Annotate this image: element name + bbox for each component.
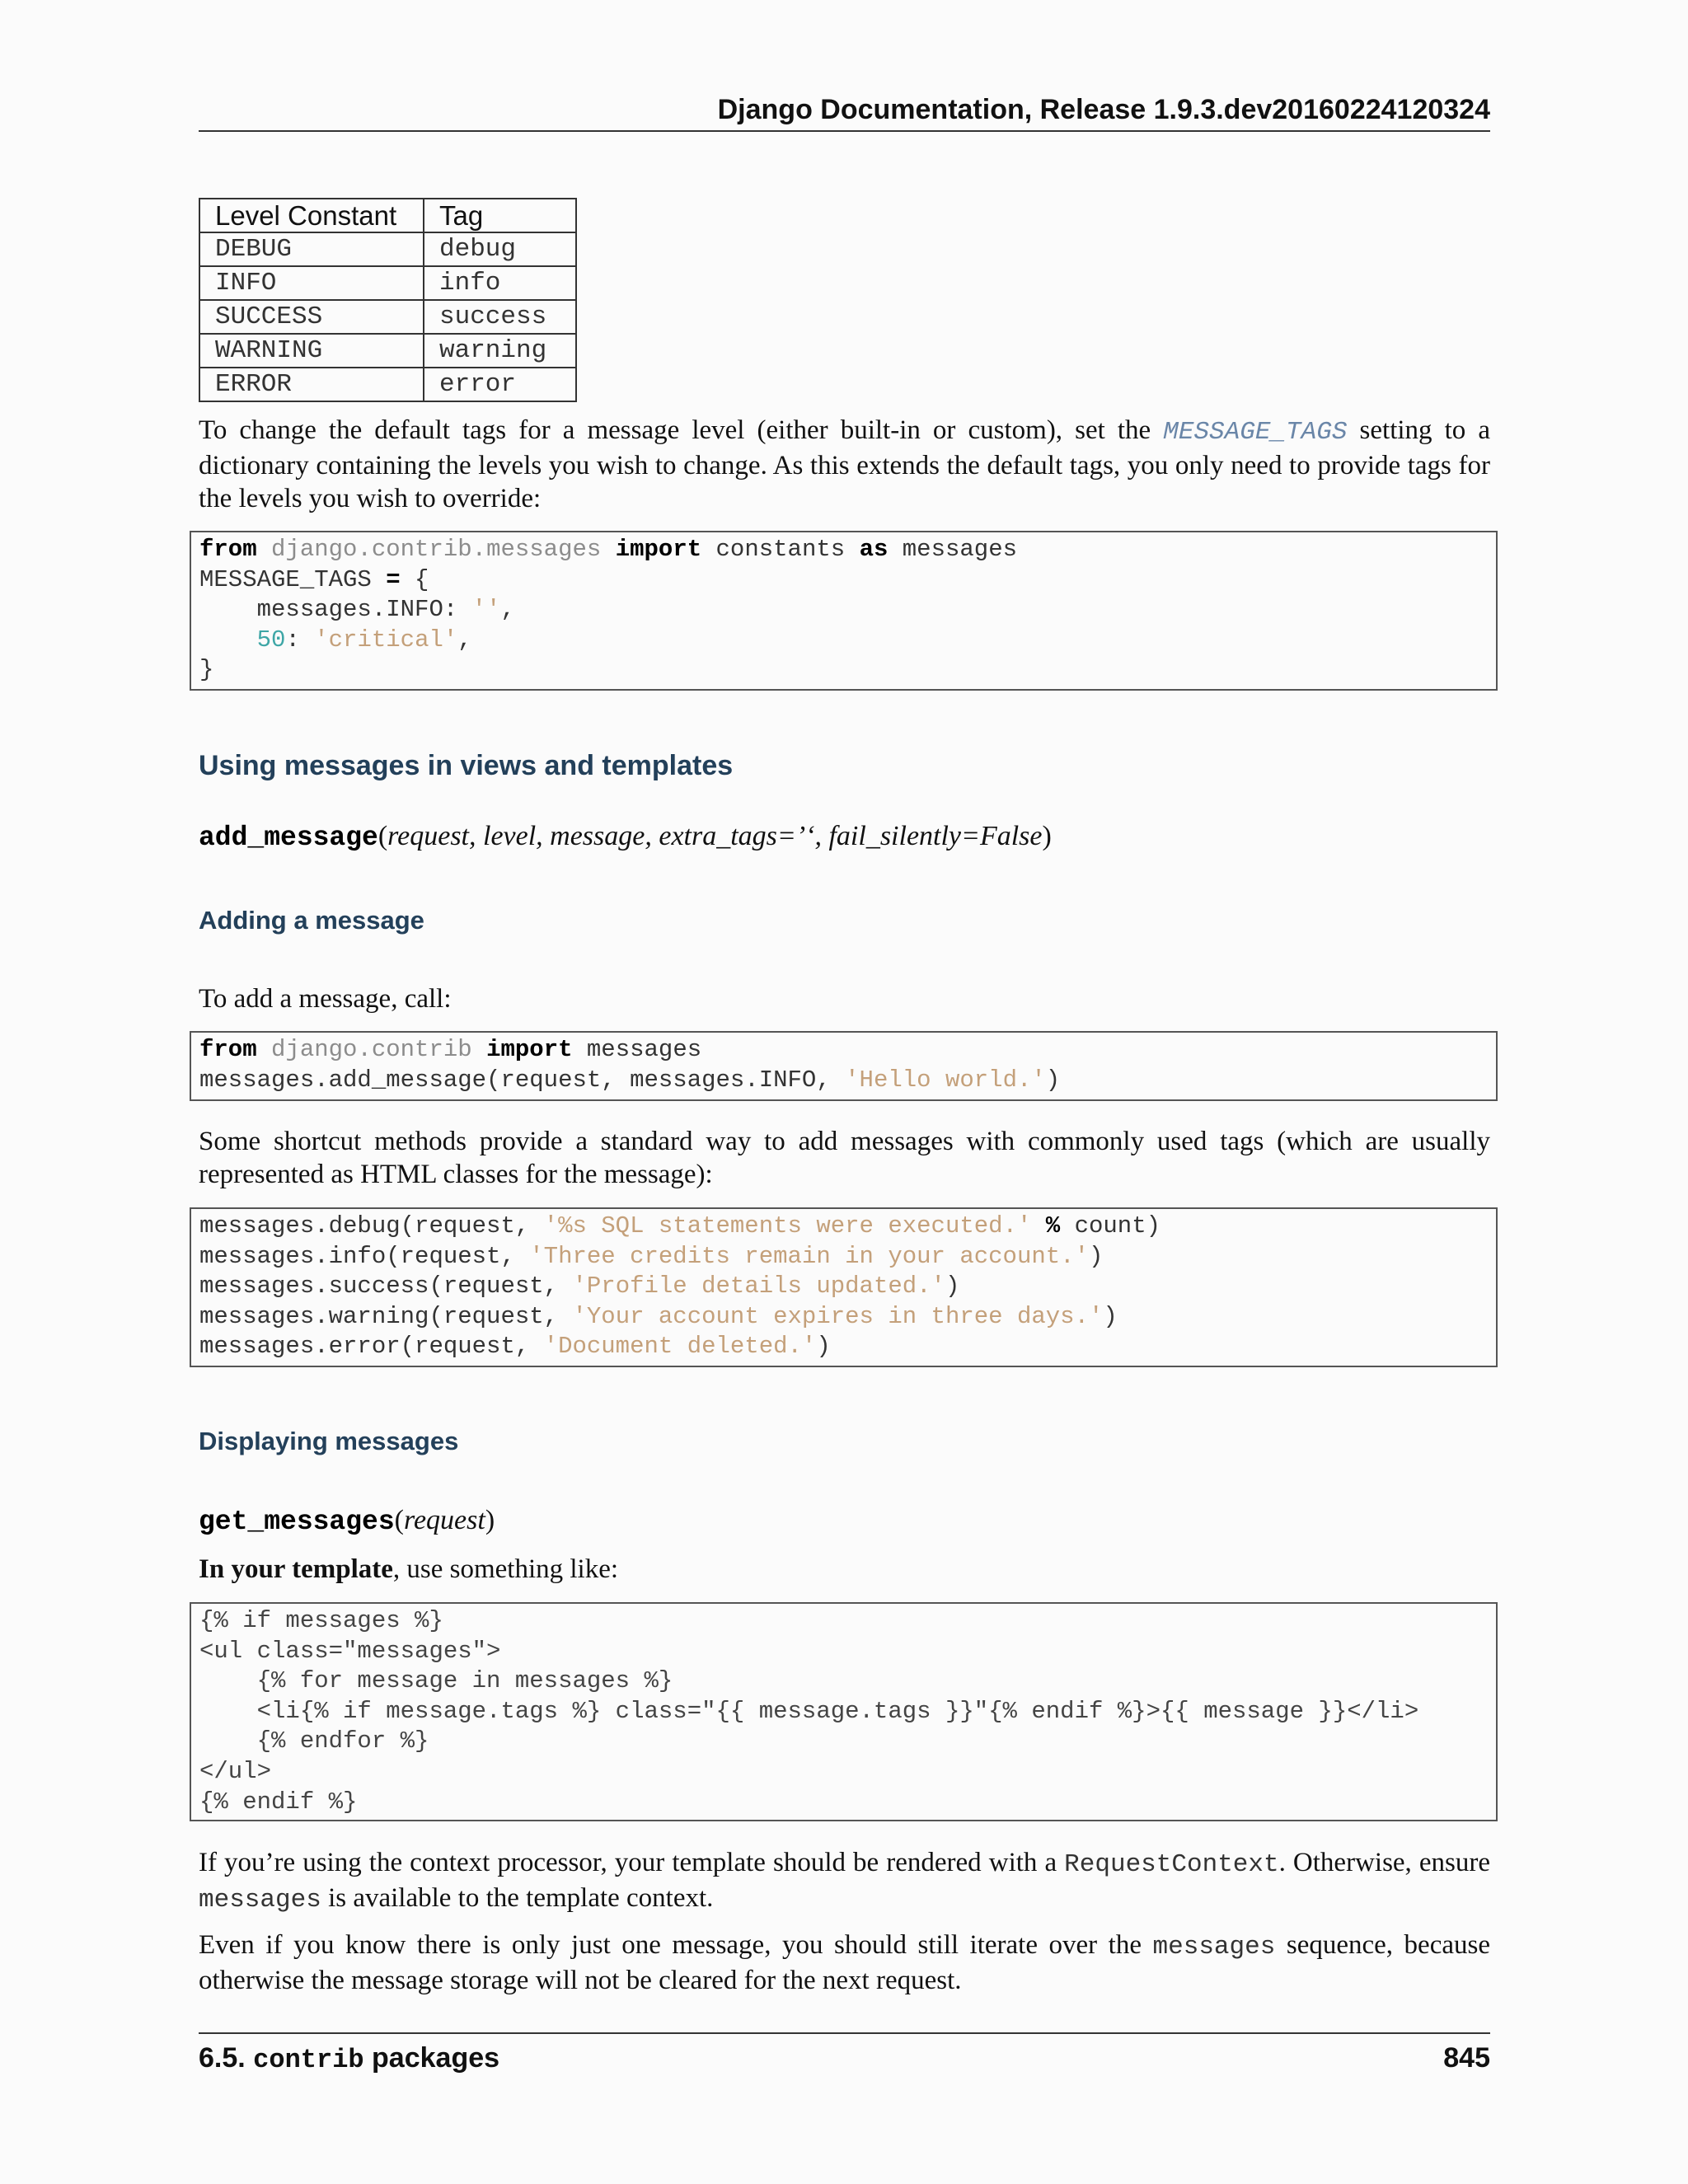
- code-block-shortcuts: [190, 1207, 1498, 1367]
- paragraph-in-template: In your template, use something like:: [199, 1554, 619, 1584]
- level-tag-table: [199, 198, 577, 402]
- code-line: }: [199, 656, 214, 684]
- table-row: [199, 300, 576, 334]
- table-row: [199, 266, 576, 300]
- code-block-message-tags: [190, 531, 1498, 691]
- section-heading-adding-message: Adding a message: [199, 906, 424, 935]
- paragraph-shortcut-methods: Some shortcut methods provide a standard way to add messages with commonly used tags (which are usually represented as HTML classes for the message):: [199, 1127, 1490, 1189]
- table-header-row: [199, 199, 576, 232]
- section-heading-using-messages: Using messages in views and templates: [199, 750, 734, 781]
- inline-code: RequestContext: [1064, 1850, 1279, 1879]
- page-footer: [199, 2032, 1490, 2078]
- table-cell: WARNING: [199, 334, 424, 368]
- code-line: <ul class="messages">: [199, 1637, 501, 1665]
- code-block-add-message: [190, 1031, 1498, 1101]
- paragraph-message-tags: [199, 414, 1490, 515]
- code-line: {% endfor %}: [199, 1727, 429, 1755]
- function-signature-add-message: add_message(request, level, message, extra_tags=’‘, fail_silently=False): [199, 821, 1052, 853]
- code-line: messages.error(request, 'Document deleted.'): [199, 1333, 831, 1361]
- table-header-cell: Level Constant: [199, 199, 424, 232]
- code-line: messages.info(request, 'Three credits remain in your account.'): [199, 1242, 1104, 1270]
- page-number: 845: [1443, 2042, 1490, 2074]
- function-name: get_messages: [199, 1507, 395, 1537]
- inline-code: messages: [1152, 1933, 1276, 1961]
- code-line: from django.contrib import messages: [199, 1036, 702, 1063]
- table-cell: error: [424, 368, 576, 401]
- function-args: request: [403, 1505, 485, 1535]
- table-header-cell: Tag: [424, 199, 576, 232]
- code-line: MESSAGE_TAGS = {: [199, 565, 429, 593]
- table-cell: ERROR: [199, 368, 424, 401]
- table-cell: DEBUG: [199, 232, 424, 266]
- code-line: </ul>: [199, 1757, 272, 1785]
- code-line: messages.debug(request, '%s SQL statements were executed.' % count): [199, 1212, 1161, 1240]
- code-line: from django.contrib.messages import constants as messages: [199, 536, 1018, 563]
- paragraph-context-processor: If you’re using the context processor, your template should be rendered with a RequestContext. Otherwise, ensure messages is available to the template context.: [199, 1848, 1490, 1915]
- table-cell: info: [424, 266, 576, 300]
- code-line: {% endif %}: [199, 1788, 358, 1816]
- code-line: messages.warning(request, 'Your account expires in three days.'): [199, 1302, 1118, 1330]
- code-line: messages.INFO: '',: [199, 596, 515, 624]
- paragraph-add-message: To add a message, call:: [199, 984, 452, 1014]
- function-name: add_message: [199, 823, 378, 853]
- code-line: messages.success(request, 'Profile details updated.'): [199, 1272, 960, 1301]
- running-header: Django Documentation, Release 1.9.3.dev20160224120324: [199, 92, 1490, 132]
- section-heading-displaying-messages: Displaying messages: [199, 1427, 459, 1455]
- message-tags-link[interactable]: MESSAGE_TAGS: [1163, 418, 1348, 447]
- table-row: [199, 232, 576, 266]
- code-line: <li{% if message.tags %} class="{{ message.tags }}"{% endif %}>{{ message }}</li>: [199, 1697, 1419, 1725]
- footer-section: 6.5. contrib packages: [199, 2042, 500, 2075]
- inline-code: messages: [199, 1886, 321, 1915]
- table-cell: INFO: [199, 266, 424, 300]
- paragraph-bold: In your template: [199, 1554, 393, 1584]
- table-cell: success: [424, 300, 576, 334]
- code-line: messages.add_message(request, messages.INFO, 'Hello world.'): [199, 1066, 1061, 1094]
- paragraph-text: To change the default tags for a message level (either built-in or custom), set the: [199, 415, 1164, 445]
- code-line: 50: 'critical',: [256, 626, 472, 654]
- table-cell: warning: [424, 334, 576, 368]
- table-row: [199, 368, 576, 401]
- function-args: request, level, message, extra_tags=’‘, fail_silently=False: [387, 821, 1043, 851]
- code-line: {% for message in messages %}: [199, 1667, 673, 1695]
- paragraph-text: setting to a dictionary containing the levels you wish to change. As this extends the default tags, you only need to provide tags for the levels you wish to override:: [199, 415, 1490, 513]
- code-line: {% if messages %}: [199, 1607, 443, 1634]
- table-row: [199, 334, 576, 368]
- table-cell: SUCCESS: [199, 300, 424, 334]
- table-cell: debug: [424, 232, 576, 266]
- paragraph-iterate-messages: Even if you know there is only just one message, you should still iterate over the messages sequence, because otherwise the message storage will not be cleared for the next request.: [199, 1930, 1490, 1995]
- code-block-template: [190, 1602, 1498, 1821]
- function-signature-get-messages: get_messages(request): [199, 1505, 495, 1537]
